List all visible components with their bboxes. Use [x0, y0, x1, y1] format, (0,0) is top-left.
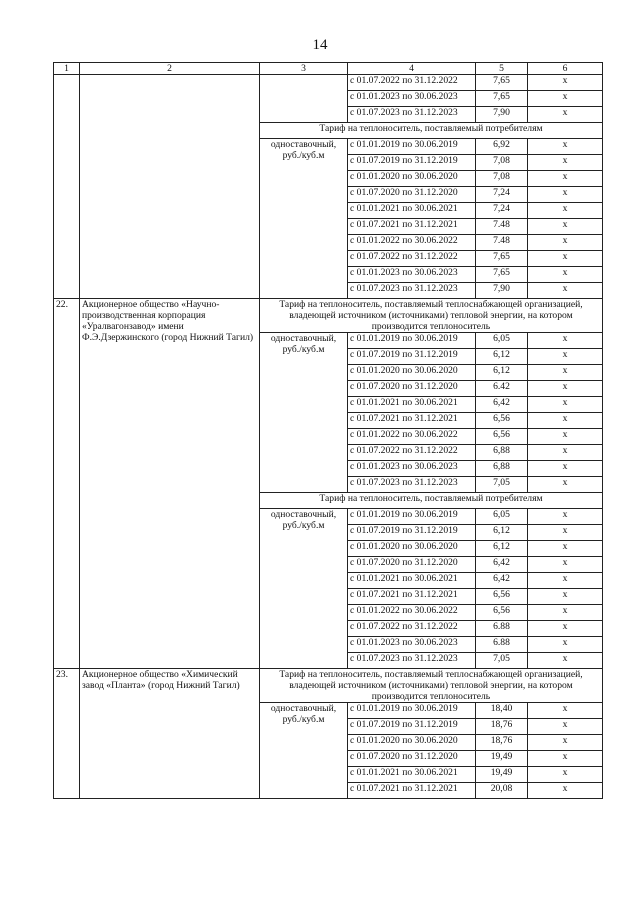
- tariff-value: 6,12: [476, 365, 528, 381]
- column-6-mark: х: [528, 171, 603, 187]
- tariff-value: 7,05: [476, 477, 528, 493]
- tariff-value: 6.88: [476, 637, 528, 653]
- column-6-mark: х: [528, 703, 603, 719]
- section-title: Тариф на теплоноситель, поставляемый теплоснабжающей организацией, владеющей источником (источниками) тепловой энергии, на котором производится теплоноситель: [260, 669, 603, 703]
- column-6-mark: х: [528, 637, 603, 653]
- column-6-mark: х: [528, 735, 603, 751]
- column-6-mark: х: [528, 557, 603, 573]
- period-cell: с 01.01.2019 по 30.06.2019: [348, 139, 476, 155]
- tariff-value: 6,56: [476, 413, 528, 429]
- column-6-mark: х: [528, 573, 603, 589]
- period-cell: с 01.07.2021 по 31.12.2021: [348, 589, 476, 605]
- column-number-row: [54, 63, 603, 75]
- column-header: 3: [260, 63, 348, 75]
- tariff-value: 7.48: [476, 235, 528, 251]
- tariff-value: 6,56: [476, 605, 528, 621]
- tariff-value: 18,76: [476, 719, 528, 735]
- page-number: 14: [312, 37, 328, 53]
- period-cell: с 01.01.2021 по 30.06.2021: [348, 767, 476, 783]
- tariff-value: 18,40: [476, 703, 528, 719]
- column-6-mark: х: [528, 621, 603, 637]
- section-row: [54, 669, 603, 703]
- row-number: 23.: [54, 669, 80, 799]
- tariff-value: 6,12: [476, 349, 528, 365]
- period-cell: с 01.07.2020 по 31.12.2020: [348, 751, 476, 767]
- column-6-mark: х: [528, 155, 603, 171]
- column-6-mark: х: [528, 719, 603, 735]
- period-cell: с 01.07.2022 по 31.12.2022: [348, 445, 476, 461]
- period-cell: с 01.07.2021 по 31.12.2021: [348, 783, 476, 799]
- tariff-value: 7,24: [476, 203, 528, 219]
- section-title: Тариф на теплоноситель, поставляемый потребителям: [260, 123, 603, 139]
- column-6-mark: х: [528, 251, 603, 267]
- period-cell: с 01.01.2023 по 30.06.2023: [348, 461, 476, 477]
- period-cell: с 01.01.2021 по 30.06.2021: [348, 397, 476, 413]
- column-6-mark: х: [528, 397, 603, 413]
- tariff-value: 7,65: [476, 251, 528, 267]
- tariff-value: 7,05: [476, 653, 528, 669]
- period-cell: с 01.01.2022 по 30.06.2022: [348, 429, 476, 445]
- column-6-mark: х: [528, 349, 603, 365]
- period-cell: с 01.07.2021 по 31.12.2021: [348, 413, 476, 429]
- column-6-mark: х: [528, 365, 603, 381]
- column-header: 4: [348, 63, 476, 75]
- column-6-mark: х: [528, 75, 603, 91]
- period-cell: с 01.07.2023 по 31.12.2023: [348, 653, 476, 669]
- period-cell: с 01.07.2019 по 31.12.2019: [348, 525, 476, 541]
- tariff-value: 7,08: [476, 171, 528, 187]
- column-6-mark: х: [528, 653, 603, 669]
- column-6-mark: х: [528, 445, 603, 461]
- tariff-value: 6,88: [476, 461, 528, 477]
- tariff-value: 6,56: [476, 589, 528, 605]
- tariff-value: 7,90: [476, 107, 528, 123]
- column-6-mark: х: [528, 461, 603, 477]
- tariff-value: 20,08: [476, 783, 528, 799]
- column-6-mark: х: [528, 767, 603, 783]
- period-cell: с 01.01.2020 по 30.06.2020: [348, 171, 476, 187]
- period-cell: с 01.01.2023 по 30.06.2023: [348, 267, 476, 283]
- tariff-value: 6,88: [476, 445, 528, 461]
- tariff-value: 7,65: [476, 267, 528, 283]
- column-header: 6: [528, 63, 603, 75]
- period-cell: с 01.07.2020 по 31.12.2020: [348, 557, 476, 573]
- period-cell: с 01.07.2020 по 31.12.2020: [348, 187, 476, 203]
- column-6-mark: х: [528, 333, 603, 349]
- tariff-unit: одноставочный, руб./куб.м: [260, 509, 348, 669]
- column-6-mark: х: [528, 283, 603, 299]
- tariff-value: 6,56: [476, 429, 528, 445]
- column-6-mark: х: [528, 235, 603, 251]
- tariff-value: 6.42: [476, 381, 528, 397]
- row-number: 22.: [54, 299, 80, 669]
- period-cell: с 01.01.2019 по 30.06.2019: [348, 703, 476, 719]
- column-header: 2: [80, 63, 260, 75]
- tariff-value: 7,24: [476, 187, 528, 203]
- period-cell: с 01.01.2019 по 30.06.2019: [348, 333, 476, 349]
- column-6-mark: х: [528, 783, 603, 799]
- section-title: Тариф на теплоноситель, поставляемый теплоснабжающей организацией, владеющей источником (источниками) тепловой энергии, на котором производится теплоноситель: [260, 299, 603, 333]
- tariff-value: 6,12: [476, 541, 528, 557]
- tariff-value: 7,90: [476, 283, 528, 299]
- column-6-mark: х: [528, 509, 603, 525]
- period-cell: с 01.07.2023 по 31.12.2023: [348, 477, 476, 493]
- period-cell: с 01.07.2020 по 31.12.2020: [348, 381, 476, 397]
- column-6-mark: х: [528, 381, 603, 397]
- column-6-mark: х: [528, 91, 603, 107]
- period-cell: с 01.01.2023 по 30.06.2023: [348, 91, 476, 107]
- tariff-value: 19,49: [476, 751, 528, 767]
- period-cell: с 01.01.2023 по 30.06.2023: [348, 637, 476, 653]
- column-6-mark: х: [528, 413, 603, 429]
- period-cell: с 01.01.2019 по 30.06.2019: [348, 509, 476, 525]
- organization-name: Акционерное общество «Химический завод «Планта» (город Нижний Тагил): [80, 669, 260, 799]
- tariff-unit: одноставочный, руб./куб.м: [260, 703, 348, 799]
- tariff-value: 6,05: [476, 509, 528, 525]
- column-6-mark: х: [528, 605, 603, 621]
- tariff-value: 18,76: [476, 735, 528, 751]
- row-number: [54, 75, 80, 299]
- tariff-unit: [260, 75, 348, 123]
- column-6-mark: х: [528, 139, 603, 155]
- tariff-value: 6,92: [476, 139, 528, 155]
- tariff-value: 7,08: [476, 155, 528, 171]
- period-cell: с 01.07.2019 по 31.12.2019: [348, 349, 476, 365]
- period-cell: с 01.01.2020 по 30.06.2020: [348, 365, 476, 381]
- section-row: [54, 299, 603, 333]
- period-cell: с 01.01.2021 по 30.06.2021: [348, 203, 476, 219]
- tariff-value: 6,12: [476, 525, 528, 541]
- organization-name: [80, 75, 260, 299]
- section-title: Тариф на теплоноситель, поставляемый потребителям: [260, 493, 603, 509]
- period-cell: с 01.07.2022 по 31.12.2022: [348, 251, 476, 267]
- column-header: 5: [476, 63, 528, 75]
- tariff-unit: одноставочный, руб./куб.м: [260, 333, 348, 493]
- tariff-value: 6,42: [476, 557, 528, 573]
- period-cell: с 01.07.2023 по 31.12.2023: [348, 107, 476, 123]
- column-6-mark: х: [528, 751, 603, 767]
- column-6-mark: х: [528, 203, 603, 219]
- tariff-value: 6.88: [476, 621, 528, 637]
- period-cell: с 01.01.2020 по 30.06.2020: [348, 541, 476, 557]
- column-6-mark: х: [528, 107, 603, 123]
- period-cell: с 01.07.2021 по 31.12.2021: [348, 219, 476, 235]
- column-6-mark: х: [528, 477, 603, 493]
- tariff-value: 6,42: [476, 397, 528, 413]
- column-6-mark: х: [528, 541, 603, 557]
- period-cell: с 01.07.2022 по 31.12.2022: [348, 75, 476, 91]
- table-row: [54, 75, 603, 91]
- tariff-value: 19,49: [476, 767, 528, 783]
- period-cell: с 01.07.2022 по 31.12.2022: [348, 621, 476, 637]
- tariff-value: 7.48: [476, 219, 528, 235]
- period-cell: с 01.01.2020 по 30.06.2020: [348, 735, 476, 751]
- organization-name: Акционерное общество «Научно-производственная корпорация «Уралвагонзавод» имени Ф.Э.Дзержинского (город Нижний Тагил): [80, 299, 260, 669]
- tariff-value: 6,05: [476, 333, 528, 349]
- column-6-mark: х: [528, 429, 603, 445]
- period-cell: с 01.01.2022 по 30.06.2022: [348, 235, 476, 251]
- tariff-table: [53, 62, 603, 799]
- period-cell: с 01.07.2019 по 31.12.2019: [348, 719, 476, 735]
- tariff-value: 6,42: [476, 573, 528, 589]
- period-cell: с 01.01.2022 по 30.06.2022: [348, 605, 476, 621]
- period-cell: с 01.01.2021 по 30.06.2021: [348, 573, 476, 589]
- period-cell: с 01.07.2019 по 31.12.2019: [348, 155, 476, 171]
- column-6-mark: х: [528, 219, 603, 235]
- column-6-mark: х: [528, 589, 603, 605]
- tariff-unit: одноставочный, руб./куб.м: [260, 139, 348, 299]
- tariff-value: 7,65: [476, 75, 528, 91]
- period-cell: с 01.07.2023 по 31.12.2023: [348, 283, 476, 299]
- tariff-value: 7,65: [476, 91, 528, 107]
- column-6-mark: х: [528, 187, 603, 203]
- column-6-mark: х: [528, 525, 603, 541]
- column-header: 1: [54, 63, 80, 75]
- column-6-mark: х: [528, 267, 603, 283]
